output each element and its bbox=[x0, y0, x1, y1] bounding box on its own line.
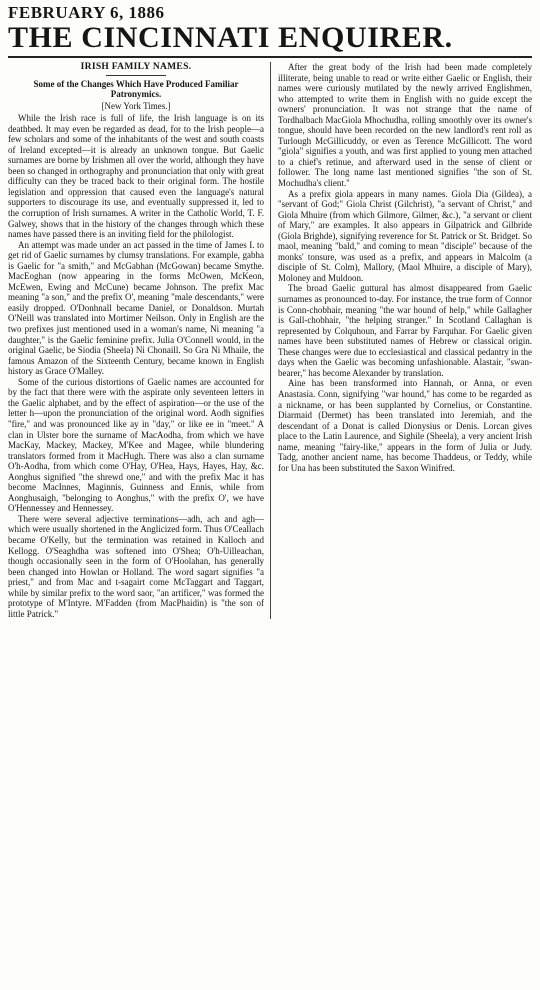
article-paragraph: After the great body of the Irish had been made completely illiterate, being unable to read or write either Gaelic or English, their names were curiously mutilated by the newly arrived Englishmen, who attempted to write them in English with no guide except the owners' pronunciation. It was not strange that the name of Tordhalbach MacGiola Mhochudha, rolling smoothly over its owner's tongue, should have been recorded on the new landlord's rent roll as Turlough McGillicuddy, or even as Terence McGillicott. The word "giola" signifies a youth, and was first applied to young men attached to a chief's retinue, and afterward used in the sense of client or follower. The long name last mentioned signifies "the son of St. Mochudha's client." bbox=[278, 62, 532, 189]
article-paragraph: Some of the curious distortions of Gaelic names are accounted for by the fact that there were with the aspirate only seventeen letters in the Gaelic alphabet, and by the effect of aspiration—or the use of the letter h—upon the pronunciation of the original word. Aodh signifies "fire," and was pronounced like ay in "day," or like ee in "meet." A clan in Ulster bore the surname of MacAodha, from which we have MacKay, Mackey, Mackey, M'Kee and Magee, while blundering translators formed from it MacHugh. There was also a clan surname O'h-Aodha, from which come O'Hay, O'Hea, Hays, Hayes, Hay, &c. Aonghus signified "the shrewd one," and with the prefix Mac it has become MacInnes, Maginnis, Guinness and Ennis, while from Aonghusaigh, "belonging to Aonghus," with the prefix O', we have O'Hennessey and Hennessey. bbox=[8, 376, 264, 514]
article-paragraph: An attempt was made under an act passed in the time of James I. to get rid of Gaelic surnames by clumsy translations. For example, gabha is Gaelic for "a smith," and McGabhan (McGowan) became Smythe. MacEoghan (now appearing in the forms McOwen, McKeon, McEwen, Ewing and McCune) became Johnson. The prefix Mac meaning "a son," and the prefix O', meaning "male descendants," were easily dropped. O'Donhnall became Daniel, or Donaldson. Murtah O'Neill was translated into Mortimer Neilson. Only in English are the two prefixes just mentioned used in a woman's name, Ni meaning "a daughter," is the Gaelic feminine prefix. Julia O'Connell would, in the original Gaelic, be Siodia (Sheela) Ni Chonaill. So Gra Ni Mhaile, the famous Amazon of the Sixteenth Century, became known in English history as Grace O'Malley. bbox=[8, 239, 264, 377]
article-paragraph: While the Irish race is full of life, the Irish language is on its deathbed. It may even be regarded as dead, for to the Irish people—a few scholars and some of the inhabitants of the west and south coasts of Ireland excepted—it is already an unknown tongue. But Gaelic surnames are borne by Irishmen all over the world, although they have been so changed in orthography and pronunciation that only with great difficulty can they be traced back to their original form. The hostile legislation and oppression that caused even the language's natural supporters to discourage its use, and eventually suppressed it, led to the corruption of Irish surnames. A writer in the Catholic World, T. F. Galwey, shows that in the history of the changes through which these names have passed there is an inviting field for the philologist. bbox=[8, 113, 264, 240]
article-paragraph: The broad Gaelic guttural has almost disappeared from Gaelic surnames as pronounced to-day. For instance, the true form of Connor is Conn-chobhair, meaning "the war hound of help," while Gallagher is Gall-chobhair, "the helping stranger." In Scotland Callaghan is represented by Colquhoun, and Farrar by Farquhar. For Gaelic given names have been substituted names of Hebrew or classical origin. These changes were due to ecclesiastical and classical pedantry in the days when the Gaelic was becoming unfashionable. Alastair, "swan-bearer," has become Alexander by translation. bbox=[278, 283, 532, 378]
article-column-left bbox=[8, 62, 270, 619]
masthead-rule bbox=[8, 56, 532, 58]
issue-date: FEBRUARY 6, 1886 bbox=[8, 3, 165, 22]
article-paragraph: As a prefix giola appears in many names. Giola Dia (Gildea), a "servant of God;" Giola Christ (Gilchrist), "a servant of Christ," and Giola Mhuire (from which Gilmore, Gilmer, &c.), "a servant or client of Mary," are examples. It also appears in Gilpatrick and Gilbride (Giola Brighde), signifying reverence for St. Patrick or St. Bridget. So maol, meaning "bald," and coming to mean "disciple" because of the monks' tonsure, was used as a prefix, and appears in Malcolm (a disciple of St. Colm), Mallory, (Maol Mhuire, a disciple of Mary), Moloney and Muldoon. bbox=[278, 188, 532, 283]
article-deck: Some of the Changes Which Have Produced Familiar Patronymics. bbox=[33, 78, 239, 99]
article-column-right bbox=[270, 62, 532, 619]
newspaper-title: THE CINCINNATI ENQUIRER. bbox=[8, 21, 453, 54]
article-paragraph: There were several adjective terminations—adh, ach and agh—which were usually shortened in the Anglicized form. Thus O'Ceallach became O'Kelly, but the termination was retained in Kalloch and Kellogg. O'Seaghdha was softened into O'Shea; O'h-Uilleachan, though occasionally seen in the form of O'Hoolahan, has generally been changed into Howlan or Holland. The word sagart signifies "a priest," and from Mac and t-sagairt come McTaggart and Taggart, while by similar prefix to the word saor, "an artificer," was formed the prototype of M'Intyre. M'Fadden (from MacPhaidin) is "the son of little Patrick." bbox=[8, 513, 264, 619]
article-headline: IRISH FAMILY NAMES. bbox=[80, 62, 192, 72]
headline-divider bbox=[106, 75, 166, 76]
article bbox=[8, 62, 532, 619]
article-source: [New York Times.] bbox=[101, 100, 171, 111]
article-paragraph: Aine has been transformed into Hannah, or Anna, or even Anastasia. Conn, signifying "war hound," has come to be regarded as a nickname, or has been supplanted by Cornelius, or Constantine. Diarmaid (Dermet) has been translated into Jeremiah, and the descendant of a Donat is called Dionysius or Denis. Lorcan gives place to the Latin Laurence, and Sighile (Sheela), a very ancient Irish name, meaning "fairy-like," appears in the form of Julia or Judy. Tadg, another ancient name, has become Thaddeus, or Teddy, while for Una has been substituted the Saxon Winifred. bbox=[278, 378, 532, 473]
